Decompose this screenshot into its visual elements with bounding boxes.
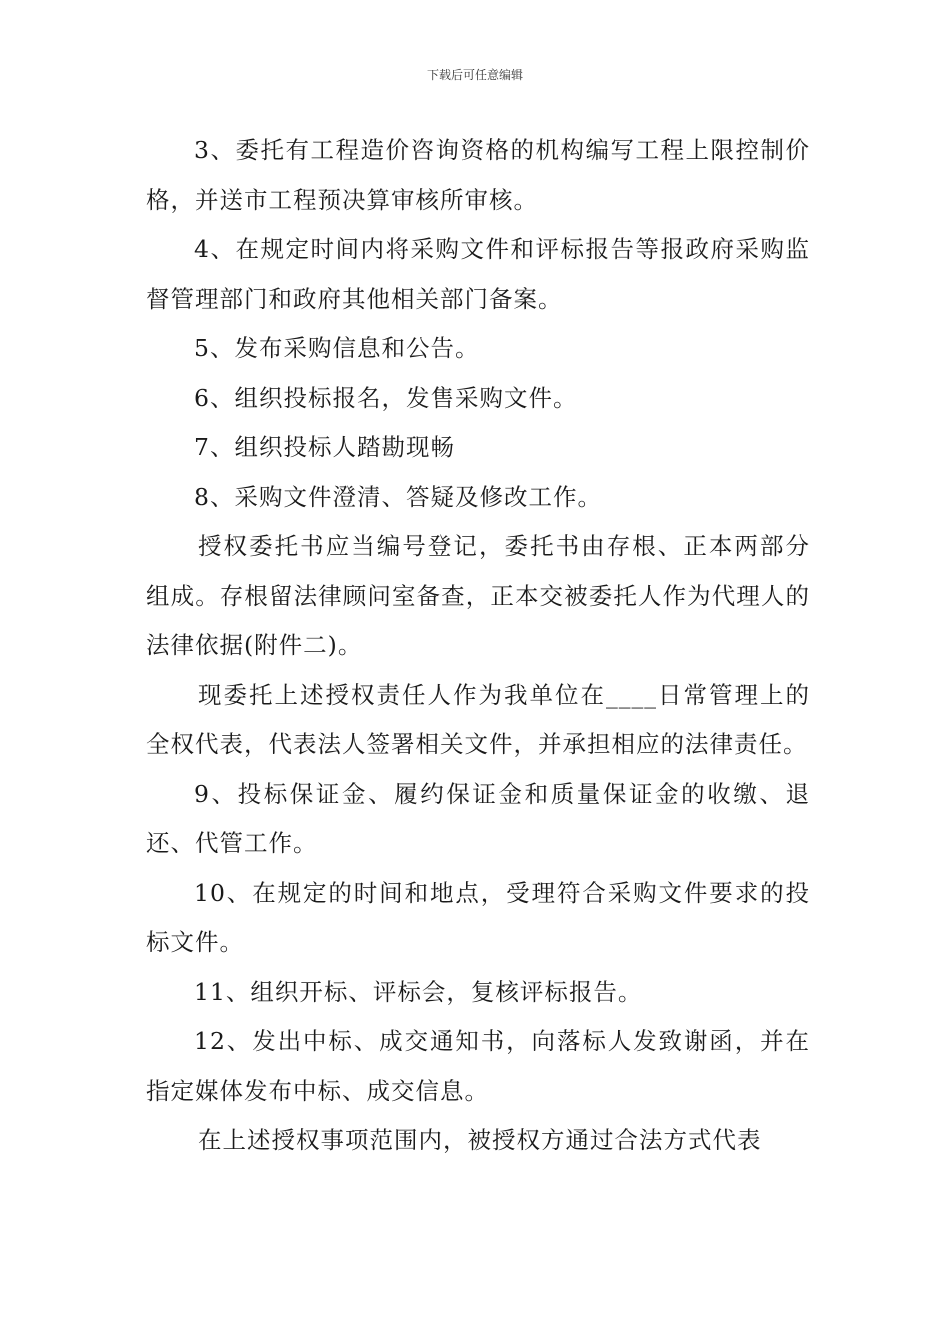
paragraph-item-11: 11、组织开标、评标会，复核评标报告。 xyxy=(194,977,643,1006)
paragraph-authorization-letter: 授权委托书应当编号登记，委托书由存根、正本两部分组成。存根留法律顾问室备查，正本交被委托人作为代理人的法律依据(附件二)。 xyxy=(146,532,810,659)
paragraph-item-7: 7、组织投标人踏勘现畅 xyxy=(194,433,455,461)
paragraph-item-6: 6、组织投标报名，发售采购文件。 xyxy=(194,383,578,412)
paragraph-item-12: 12、发出中标、成交通知书，向落标人发致谢函，并在指定媒体发布中标、成交信息。 xyxy=(146,1027,810,1105)
paragraph-authorized-scope: 在上述授权事项范围内，被授权方通过合法方式代表 xyxy=(198,1126,762,1154)
paragraph-item-3: 3、委托有工程造价咨询资格的机构编写工程上限控制价格，并送市工程预决算审核所审核。 xyxy=(146,136,810,214)
paragraph-item-8: 8、采购文件澄清、答疑及修改工作。 xyxy=(194,482,602,511)
paragraph-item-4: 4、在规定时间内将采购文件和评标报告等报政府采购监督管理部门和政府其他相关部门备案。 xyxy=(146,235,810,313)
paragraph-item-9: 9、投标保证金、履约保证金和质量保证金的收缴、退还、代管工作。 xyxy=(146,779,810,857)
paragraph-item-10: 10、在规定的时间和地点，受理符合采购文件要求的投标文件。 xyxy=(146,878,810,956)
paragraph-delegation: 现委托上述授权责任人作为我单位在____日常管理上的全权代表，代表法人签署相关文件，并承担相应的法律责任。 xyxy=(146,680,810,758)
header-note: 下载后可任意编辑 xyxy=(426,68,523,82)
paragraph-item-5: 5、发布采购信息和公告。 xyxy=(194,334,480,362)
document-body xyxy=(146,126,810,1166)
